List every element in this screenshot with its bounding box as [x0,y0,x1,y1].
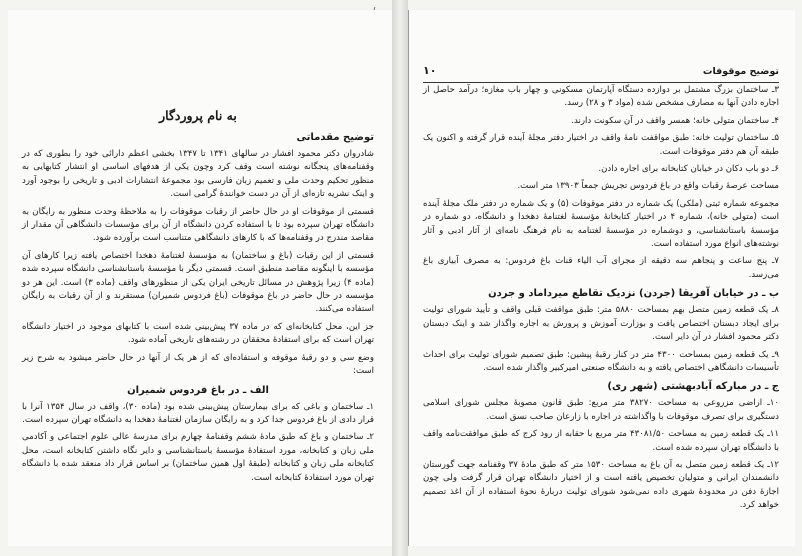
section-heading-africa: ب ـ در خیابان آفریقا (جردن) نزدیک تقاطع میرداماد و جردن [488,288,779,300]
section-heading-intro: توضیح مقدماتی [296,132,374,143]
list-item: ۱ـ ساختمان و باغی که برای بیمارستان پیش‌بینی شده بود (ماده ۳۰)، واقف در سال ۱۳۵۴ آنرا با قرار دادی از باغ فردوس جدا کرد و به رایگان سازمان لغتنامهٔ دهخدا به دانشگاه تهران سپرده است. [22,401,374,425]
list-item: ۲ـ ساختمان و باغ که طبق مادهٔ ششم وقفنامهٔ چهارم برای مدرسهٔ عالی علوم اجتماعی و آکادمی ملی زبان و کتابخانه، مورد استفادهٔ مؤسسهٔ باستانشناسی و دایر نگاه داشتن کتابخانه است، محل کتابخانه ملی زبان و کتابخانه (طبقهٔ اول همین ساختمان) بر اساس قرار داد منعقد شده با دانشگاه تهران مورد استفادهٔ کتابخانه است. [22,432,374,483]
subsection-heading-ferdows: الف ـ در باغ فردوس شمیران [127,384,269,396]
list-item: ۱۲ـ یک قطعه زمین متصل به آن باغ به مساحت ۱۵۳۰ متر که طبق مادهٔ ۳۷ وقفنامه جهت گورستان دانشمندان ایرانی و متولیان تخصیص یافته است و از اختیار دانشگاه تهران قرار گرفت ولی چون اجازهٔ دفن در محدودهٔ شهری داده نمی‌شود شورای تولیت دربارهٔ نحوهٔ استفاده از آن اغذ تصمیم خواهد کرد. [423,459,780,511]
list-item: ۳ـ ساختمان بزرگ مشتمل بر دوازده دستگاه آپارتمان مسکونی و چهار باب مغازه؛ درآمد حاصل از اجاره دادن آنها به مصارف مشخص شده (مواد ۳ و ۲۸) رسد. [423,85,779,109]
running-header [423,66,779,83]
list-item: ۹ـ یک قطعه زمین بمساحت ۴۳۰۰ متر در کنار رقبهٔ پیشین: طبق تصمیم شورای تولیت برای احداث تأسیسات دانشگاهی اختصاص یافته و به دانشگاه صنعتی امیرکبیر واگذار شده است. [423,349,779,373]
list-item: ۷ـ پنج ساعت و پنجاهم سه دقیقه از مجرای آب الیاء قنات باغ فردوس: به مصرف آبیاری باغ می‌رسد. [423,256,779,280]
paragraph: جز این، محل کتابخانه‌ای که در ماده ۳۷ پیش‌بینی شده است با کتابهای موجود در اختیار دانشگاه تهران است که برای استفادهٔ محققان در رشته‌های تاریخی آماده شود. [22,321,374,346]
right-page-content [423,84,779,517]
list-item: ۴ـ ساختمان متولی خانه؛ همسر واقف در آن سکونت دارند. [571,115,779,126]
paragraph: قسمتی از موقوفات او در حال حاضر از رقبات موقوفات را به ملاحظهٔ وحدت منظور به رایگان به دانشگاه تهران سپرده بود تا با استفاده کردن دانشگاه از آن برای مؤسسات دانشگاهی آن مقدار از مقاصد مندرج در وقفنامه‌ها که با کارهای دانشگاهی متناسب است برآورده شود. [22,206,374,244]
right-page [408,10,795,546]
paragraph: قسمتی از این رقبات (باغ و ساختمان) به مؤسسهٔ لغتنامهٔ دهخدا اختصاص یافته زیرا کارهای آن مؤسسه با اینگونه مقاصد منطبق است. قسمتی دیگر با مؤسسهٔ باستانشناسی دانشگاه سپرده شده (ماده ۴) زیرا پژوهش در مسائل تاریخی ایران یکی از منظورهای واقف (ماده ۳) است. این هر دو مؤسسه در حال حاضر در باغ موقوفات (باغ فردوس شمیران) مستقرند و از آن رقبات به رایگان استفاده می‌کنند. [22,250,374,315]
list-item: مساحت عرصهٔ رقبات واقع در باغ فردوس تجریش جمعاً ۱۳۹۰۳ متر است. [517,181,779,192]
left-page-content [22,108,374,489]
paragraph: وضع سی و دو رقبهٔ موقوفه و استفاده‌ای که از هر یک از آنها در حال حاضر میشود به شرح زیر است: [22,352,374,377]
left-page [8,10,393,546]
list-item: ۱۰ـ اراضی مزروعی به مساحت ۳۸۲۷۰ متر مربع: طبق قانون مصوبهٔ مجلس شورای اسلامی دستگیری برای تصرف موقوفات با واگذاشته در اجاره با زارعان صاحب نسق است. [423,398,779,422]
list-item: ۸ـ یک قطعه زمین متصل بهم بمساحت ۵۸۸۰ متر: طبق مواقفت قبلی واقف و تأیید شورای تولیت برای ایجاد دبستان اختصاص یافت و بوزارت آموزش و پرورش به اجاره واگذار شد و اینک دبستان دکتر محمود افشار در آن دایر است. [423,305,779,343]
paragraph: شادروان دکتر محمود افشار در سالهای ۱۳۴۱ تا ۱۳۴۷ بخشی اعظم دارائی خود را بطوری که در وقفنامه‌های پنجگانه نوشته است وقف کرد وچون یکی از هدفهای اساسی او انتشار کتابهایی به منظور تحکیم وحدت ملی و تعمیم زبان فارسی بود مجموعهٔ انتشارات ادبی و تاریخی را بوجود آورد و اینک نشریه تازه‌ای از آن در دست خوانندهٔ گرامی است. [22,149,375,200]
book-gutter [392,0,408,556]
list-item: مجموعه شماره ثبتی (ملکی) یک شماره در دفتر موقوفات (۵) و یک شماره در دفتر ملک مجلهٔ آینده است (متولی خانه)، شماره ۴ در اختیار کتابخانهٔ مؤسسهٔ لغتنامهٔ دهخدا و دانشگاه، دو شماره در مؤسسهٔ باستانشناسی، و دوشماره در مؤسسهٔ لغتنامه به نام فرهنگ نامه‌ای از آثار ادبی و آثار نوشته‌های انواع مورد استفاده است. [423,198,779,250]
list-item: ۵ـ ساختمان تولیت خانه: طبق مواقفت نامهٔ واقف در اختیار دفتر مجلهٔ آینده قرار گرفته و اکنون یک طبقه آن هم دفتر موقوفات است. [423,133,779,157]
bismillah-heading: به نام پروردگار [159,108,237,123]
running-header-title: توضیح موقوفات [702,66,779,77]
section-heading-rey: ج ـ در مبارکه آبادبهشتی (شهر ری) [607,381,779,393]
page-number: ۱۰ [423,64,437,77]
list-item: ۱۱ـ یک قطعه زمین به مساحت ۴۳۰۸۱/۵۰ متر مربع با حقابه از رود کرج که طبق موافقت‌نامه واقف با دانشگاه تهران سپرده شده است. [423,429,780,453]
list-item: ۶ـ دو باب دکان در خیابان کتابخانه برای اجاره دادن. [598,164,779,175]
